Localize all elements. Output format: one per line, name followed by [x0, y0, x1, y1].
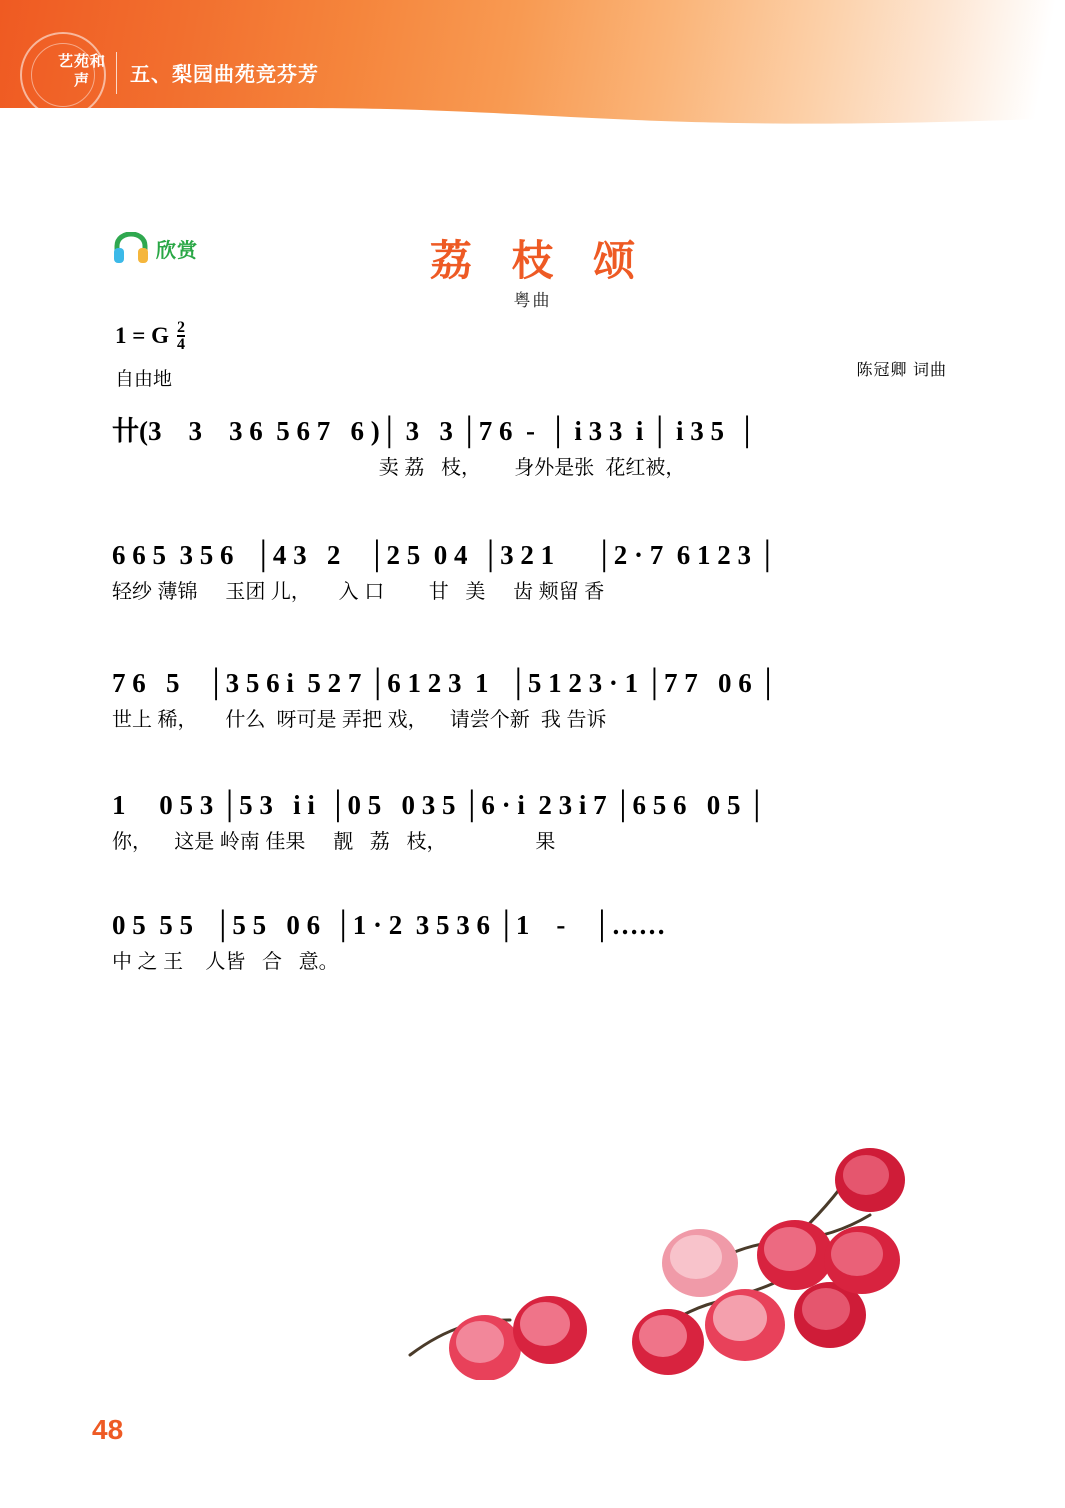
score-system — [112, 540, 952, 606]
banner-divider — [116, 52, 117, 94]
tempo-marking: 自由地 — [115, 369, 173, 390]
meter-denominator: 4 — [177, 336, 185, 353]
lyrics-line: 你， 这是 岭南 佳果 靓 荔 枝， 果 — [112, 831, 556, 853]
listen-label: 欣赏 — [156, 239, 198, 262]
notation-line: 7 6 5 │3 5 6 i 5 2 7 │6 1 2 3 1 │5 1 2 3 · 1 │7 7 0 6 │ — [112, 668, 778, 698]
score-system — [112, 790, 952, 856]
composer-credit: 陈冠卿 词曲 — [856, 362, 947, 379]
page-banner — [0, 0, 1065, 135]
score-system — [112, 910, 952, 976]
song-title: 荔 枝 颂 — [429, 237, 650, 284]
time-signature — [177, 320, 185, 352]
notation-line: 卄(3 3 3 6 5 6 7 6 )│ 3 3 │7 6 - │ i 3 3 i │ i 3 5 │ — [112, 416, 757, 446]
lyrics-line: 中 之 王 人皆 合 意。 — [112, 951, 339, 973]
notation-line: 1 0 5 3 │5 3 i i │0 5 0 3 5 │6 · i 2 3 i 7 │6 5 6 0 5 │ — [112, 790, 767, 820]
lyrics-line: 卖 荔 枝， 身外是张 花红被， — [112, 457, 686, 479]
notation-line: 0 5 5 5 │5 5 0 6 │1 · 2 3 5 3 6 │1 - │…… — [112, 910, 666, 940]
key-label: 1 = G — [115, 323, 169, 348]
litchi-illustration — [400, 1120, 960, 1380]
key-signature — [115, 320, 185, 352]
lyrics-line: 轻纱 薄锦 玉团 儿， 入 口 甘 美 齿 颊留 香 — [112, 581, 605, 603]
page-number: 48 — [92, 1414, 124, 1445]
chapter-title: 五、梨园曲苑竞芬芳 — [130, 64, 319, 86]
song-genre: 粤曲 — [513, 291, 552, 310]
meter-numerator: 2 — [177, 319, 185, 336]
seal-text: 艺苑和声 — [57, 53, 106, 89]
score-system — [112, 416, 952, 482]
lyrics-line: 世上 稀， 什么 呀可是 弄把 戏， 请尝个新 我 告诉 — [112, 709, 607, 731]
notation-line: 6 6 5 3 5 6 │4 3 2 │2 5 0 4 │3 2 1 │2 · 7 6 1 2 3 │ — [112, 540, 777, 570]
score-system — [112, 668, 952, 734]
